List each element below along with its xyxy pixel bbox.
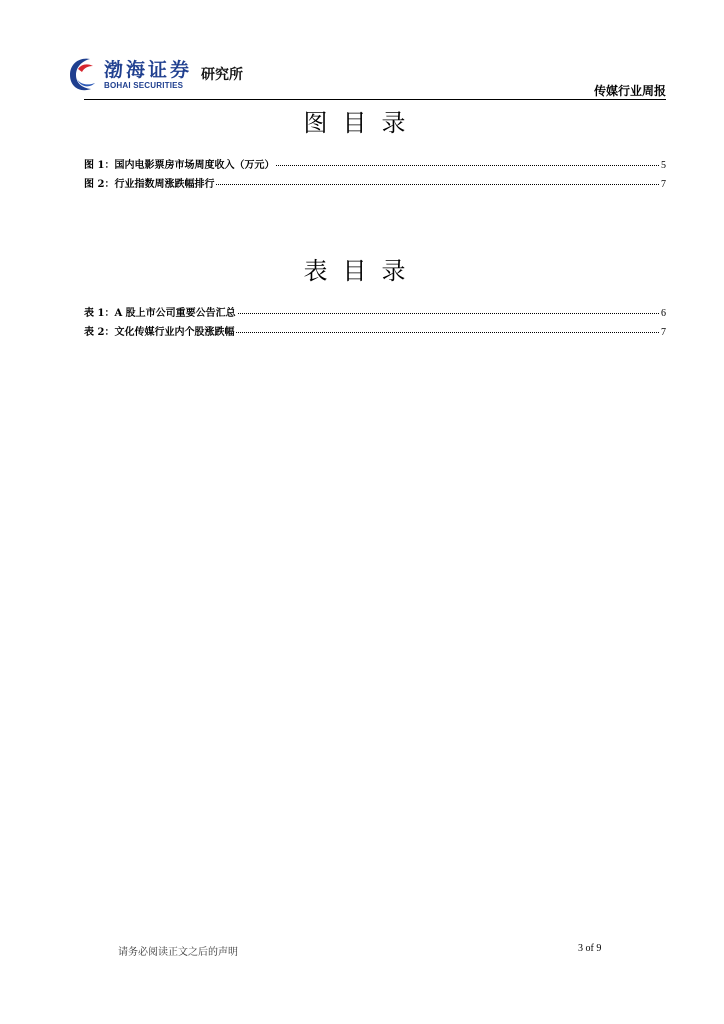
toc-entry-page: 5 [661,160,666,171]
toc-entry-page: 7 [661,327,666,338]
footer-page-number: 3 of 9 [578,943,602,954]
bohai-logo-mark-icon [66,55,100,95]
toc-dot-leader [276,165,659,166]
toc-entry-label: 图 1：国内电影票房市场周度收入（万元） [84,160,275,171]
figures-toc-list [84,156,666,194]
page-header [0,0,724,104]
report-type: 传媒行业周报 [593,84,666,98]
toc-entry-figure-1[interactable] [84,156,666,175]
toc-entry-page: 7 [661,179,666,190]
tables-toc-title: 表目录 [303,257,421,285]
toc-entry-label: 图 2：行业指数周涨跌幅排行 [84,179,215,190]
toc-entry-table-2[interactable] [84,323,666,342]
logo-english-name: BOHAI SECURITIES [104,81,184,90]
toc-dot-leader [216,184,659,185]
footer-disclaimer-note: 请务必阅读正文之后的声明 [118,947,238,958]
toc-entry-table-1[interactable] [84,304,666,323]
logo-department: 研究所 [201,67,243,83]
tables-toc-list [84,304,666,342]
toc-entry-label: 表 2：文化传媒行业内个股涨跌幅 [84,327,235,338]
toc-entry-label: 表 1：A 股上市公司重要公告汇总 [84,308,236,319]
toc-entry-page: 6 [661,308,666,319]
bohai-logo [66,55,256,97]
toc-dot-leader [238,313,659,314]
figures-toc-title: 图目录 [303,109,421,137]
logo-chinese-name: 渤海证券 [104,59,193,81]
toc-entry-figure-2[interactable] [84,175,666,194]
header-divider [84,99,666,100]
toc-dot-leader [236,332,659,333]
